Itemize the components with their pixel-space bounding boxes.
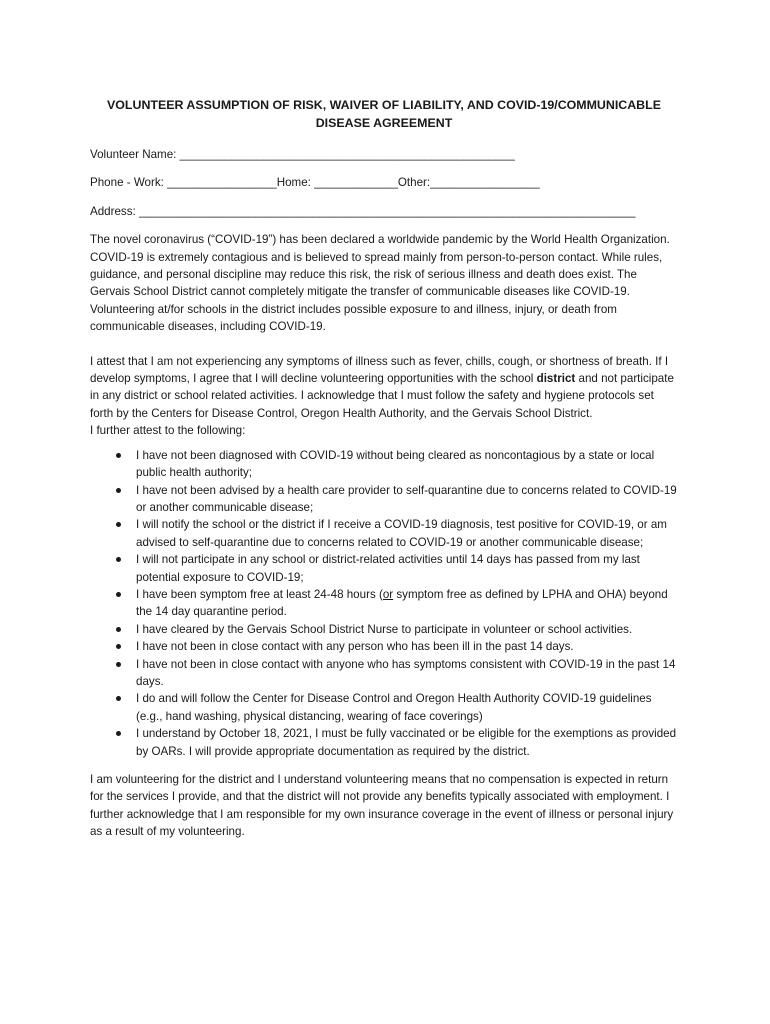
list-item	[136, 690, 678, 725]
further-attest-line: I further attest to the following:	[90, 424, 246, 438]
attestation-paragraph	[90, 353, 678, 423]
bullet-icon	[116, 731, 121, 736]
list-item	[136, 551, 678, 586]
list-item-text: I have not been advised by a health care provider to self-quarantine due to concerns related to COVID-19 or another communicable disease;	[136, 483, 677, 514]
bullet-icon	[116, 644, 121, 649]
list-item	[136, 638, 678, 655]
bullet-icon	[116, 696, 121, 701]
list-item-text: I will not participate in any school or district-related activities until 14 days has passed from my last potential exposure to COVID-19;	[136, 553, 640, 584]
bullet-icon	[116, 592, 121, 597]
list-item-text-a: I have been symptom free at least 24-48 hours (	[136, 587, 383, 601]
covid-intro-paragraph: The novel coronavirus (“COVID-19”) has been declared a worldwide pandemic by the World Health Organization. COVID-19 is extremely contagious and is believed to spread mainly from person-to-person contact. While rules, guidance, and personal discipline may reduce this risk, the risk of serious illness and death does exist. The Gervais School District cannot completely mitigate the transfer of communicable diseases like COVID-19. Volunteering at/for schools in the district includes possible exposure to and illness, injury, or death from communicable diseases, including COVID-19.	[90, 233, 670, 334]
attestation-list	[90, 447, 678, 760]
attestation-bold-word: district	[536, 372, 576, 386]
attestation-text-b: and not participate in any district or school related activities. I acknowledge that I must follow the safety and hygiene protocols set forth by the Centers for Disease Control, Oregon Health Authority, and the Gervais School District.	[90, 372, 674, 420]
bullet-icon	[116, 662, 121, 667]
list-item-text: I do and will follow the Center for Disease Control and Oregon Health Authority COVID-19 guidelines (e.g., hand washing, physical distancing, wearing of face coverings)	[136, 692, 652, 723]
list-item	[136, 447, 678, 482]
list-item	[136, 482, 678, 517]
attestation-text-a: I attest that I am not experiencing any symptoms of illness such as fever, chills, cough, or shortness of breath. If I develop symptoms, I agree that I will decline volunteering opportunities with the school	[90, 354, 669, 386]
list-item-text: I have not been in close contact with any person who has been ill in the past 14 days.	[136, 640, 574, 654]
bullet-icon	[116, 522, 121, 527]
title-line-2: DISEASE AGREEMENT	[315, 116, 453, 130]
list-item-text: I understand by October 18, 2021, I must be fully vaccinated or be eligible for the exemptions as provided by OARs. I will provide appropriate documentation as required by the district.	[136, 727, 677, 758]
list-item	[136, 621, 678, 638]
bullet-icon	[116, 488, 121, 493]
list-item-text: I have not been in close contact with anyone who has symptoms consistent with COVID-19 in the past 14 days.	[136, 657, 676, 688]
list-item	[136, 725, 678, 760]
phone-fields[interactable]: Phone - Work: _________________Home: _____________Other:_________________	[90, 176, 540, 190]
list-item	[136, 586, 678, 621]
list-item-text-b: symptom free as defined by LPHA and OHA) beyond the 14 day quarantine period.	[136, 587, 668, 619]
volunteer-name-field[interactable]: Volunteer Name: ____________________________________________________	[90, 148, 515, 161]
list-item-text: I have not been diagnosed with COVID-19 without being cleared as noncontagious by a state or local public health authority;	[136, 448, 655, 480]
list-item-underlined-word: or	[382, 587, 394, 601]
bullet-icon	[116, 627, 121, 632]
bullet-icon	[116, 557, 121, 562]
title-line-1: VOLUNTEER ASSUMPTION OF RISK, WAIVER OF LIABILITY, AND COVID-19/COMMUNICABLE	[107, 98, 661, 112]
document-title	[90, 96, 678, 132]
list-item	[136, 656, 678, 691]
address-field[interactable]: Address: _____________________________________________________________________________	[90, 204, 636, 218]
bullet-icon	[116, 453, 121, 458]
list-item-text: I will notify the school or the district if I receive a COVID-19 diagnosis, test positive for COVID-19, or am advised to self-quarantine due to concerns related to COVID-19 or another communicable disease;	[136, 518, 667, 549]
list-item-text: I have cleared by the Gervais School District Nurse to participate in volunteer or school activities.	[136, 622, 633, 636]
list-item	[136, 516, 678, 551]
volunteering-terms-paragraph: I am volunteering for the district and I understand volunteering means that no compensation is expected in return for the services I provide, and that the district will not provide any benefits typically associated with employment. I further acknowledge that I am responsible for my own insurance coverage in the event of illness or personal injury as a result of my volunteering.	[90, 773, 674, 839]
